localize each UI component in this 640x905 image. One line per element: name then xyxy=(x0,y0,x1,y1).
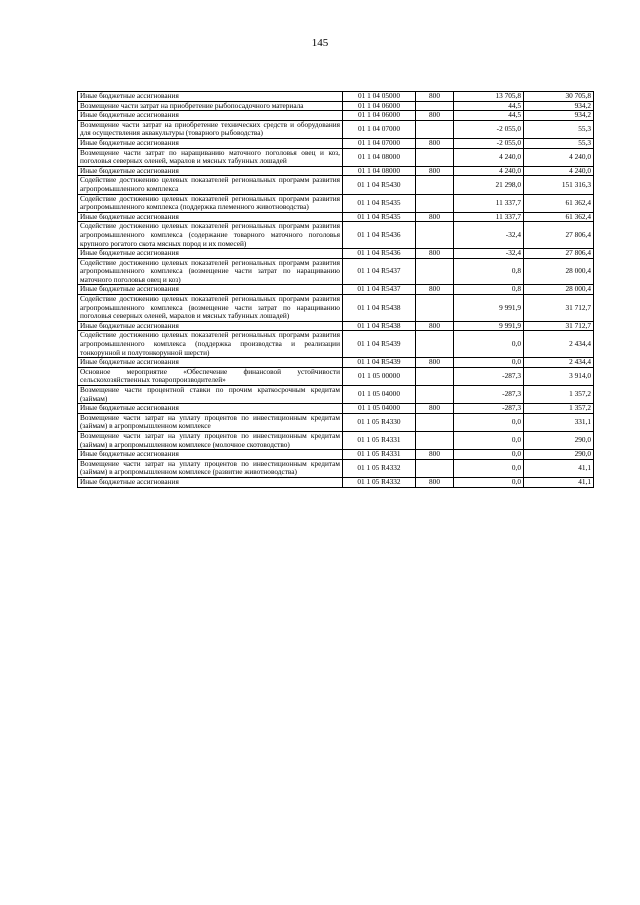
row-change-amount-cell: 11 337,7 xyxy=(454,194,524,212)
table-row xyxy=(78,176,594,194)
row-expense-kind-cell: 800 xyxy=(416,212,454,222)
row-code-cell: 01 1 05 R4330 xyxy=(343,413,416,431)
row-change-amount-cell: 11 337,7 xyxy=(454,212,524,222)
row-code-cell: 01 1 04 06000 xyxy=(343,101,416,111)
row-total-amount-cell: 934,2 xyxy=(524,101,594,111)
table-row xyxy=(78,331,594,358)
row-expense-kind-cell: 800 xyxy=(416,249,454,259)
row-code-cell: 01 1 05 R4332 xyxy=(343,477,416,487)
row-change-amount-cell: 44,5 xyxy=(454,111,524,121)
row-name-cell: Возмещение части затрат на уплату процентов по инвестиционным кредитам (займам) в агропромышленном комплексе (развитие животноводства) xyxy=(78,459,343,477)
row-change-amount-cell: -32,4 xyxy=(454,222,524,249)
row-change-amount-cell: 0,0 xyxy=(454,331,524,358)
row-name-cell: Содействие достижению целевых показателей региональных программ развития агропромышленного комплекса (возмещение части затрат по наращиванию поголовья северных оленей, маралов и мясных табунных лошадей) xyxy=(78,295,343,322)
table-row xyxy=(78,477,594,487)
row-code-cell: 01 1 04 R5439 xyxy=(343,358,416,368)
row-expense-kind-cell xyxy=(416,120,454,138)
row-expense-kind-cell xyxy=(416,331,454,358)
row-expense-kind-cell: 800 xyxy=(416,477,454,487)
table-row xyxy=(78,249,594,259)
table-row xyxy=(78,138,594,148)
row-change-amount-cell: 0,0 xyxy=(454,431,524,449)
row-expense-kind-cell xyxy=(416,222,454,249)
row-total-amount-cell: 61 362,4 xyxy=(524,194,594,212)
row-change-amount-cell: 0,8 xyxy=(454,258,524,285)
row-expense-kind-cell: 800 xyxy=(416,404,454,414)
table-row xyxy=(78,386,594,404)
table-row xyxy=(78,166,594,176)
row-code-cell: 01 1 05 04000 xyxy=(343,386,416,404)
table-row xyxy=(78,212,594,222)
table-row xyxy=(78,92,594,102)
row-change-amount-cell: 9 991,9 xyxy=(454,321,524,331)
row-expense-kind-cell xyxy=(416,367,454,385)
row-code-cell: 01 1 05 R4331 xyxy=(343,450,416,460)
row-total-amount-cell: 41,1 xyxy=(524,477,594,487)
row-code-cell: 01 1 04 06000 xyxy=(343,111,416,121)
table-row xyxy=(78,285,594,295)
row-code-cell: 01 1 04 08000 xyxy=(343,148,416,166)
row-total-amount-cell: 934,2 xyxy=(524,111,594,121)
row-total-amount-cell: 28 000,4 xyxy=(524,258,594,285)
table-row xyxy=(78,222,594,249)
row-total-amount-cell: 290,0 xyxy=(524,431,594,449)
row-expense-kind-cell xyxy=(416,295,454,322)
table-row xyxy=(78,194,594,212)
row-code-cell: 01 1 04 R5439 xyxy=(343,331,416,358)
row-code-cell: 01 1 04 R5437 xyxy=(343,258,416,285)
table-row xyxy=(78,413,594,431)
row-change-amount-cell: -2 055,0 xyxy=(454,138,524,148)
row-name-cell: Иные бюджетные ассигнования xyxy=(78,138,343,148)
row-name-cell: Возмещение части затрат на уплату процентов по инвестиционным кредитам (займам) в агропромышленном комплексе xyxy=(78,413,343,431)
row-code-cell: 01 1 04 05000 xyxy=(343,92,416,102)
row-total-amount-cell: 3 914,0 xyxy=(524,367,594,385)
budget-table xyxy=(77,91,594,488)
row-change-amount-cell: -287,3 xyxy=(454,367,524,385)
row-total-amount-cell: 27 806,4 xyxy=(524,222,594,249)
row-expense-kind-cell: 800 xyxy=(416,358,454,368)
row-name-cell: Возмещение части затрат по наращиванию маточного поголовья овец и коз, поголовья северных оленей, маралов и мясных табунных лошадей xyxy=(78,148,343,166)
row-code-cell: 01 1 04 R5436 xyxy=(343,249,416,259)
row-total-amount-cell: 1 357,2 xyxy=(524,404,594,414)
row-total-amount-cell: 331,1 xyxy=(524,413,594,431)
row-total-amount-cell: 30 705,8 xyxy=(524,92,594,102)
row-expense-kind-cell: 800 xyxy=(416,166,454,176)
row-total-amount-cell: 2 434,4 xyxy=(524,331,594,358)
row-change-amount-cell: 0,0 xyxy=(454,450,524,460)
row-change-amount-cell: 9 991,9 xyxy=(454,295,524,322)
table-row xyxy=(78,450,594,460)
row-change-amount-cell: 0,0 xyxy=(454,358,524,368)
row-name-cell: Содействие достижению целевых показателей региональных программ развития агропромышленного комплекса (содержание товарного маточного поголовья крупного рогатого скота мясных пород и их помесей) xyxy=(78,222,343,249)
row-code-cell: 01 1 05 R4331 xyxy=(343,431,416,449)
row-name-cell: Основное мероприятие «Обеспечение финансовой устойчивости сельскохозяйственных товаропроизводителей» xyxy=(78,367,343,385)
row-code-cell: 01 1 04 R5435 xyxy=(343,194,416,212)
row-change-amount-cell: -287,3 xyxy=(454,386,524,404)
row-expense-kind-cell: 800 xyxy=(416,111,454,121)
row-expense-kind-cell xyxy=(416,459,454,477)
table-row xyxy=(78,148,594,166)
row-expense-kind-cell: 800 xyxy=(416,450,454,460)
row-change-amount-cell: -32,4 xyxy=(454,249,524,259)
row-total-amount-cell: 27 806,4 xyxy=(524,249,594,259)
row-expense-kind-cell: 800 xyxy=(416,138,454,148)
row-total-amount-cell: 1 357,2 xyxy=(524,386,594,404)
table-row xyxy=(78,404,594,414)
table-row xyxy=(78,101,594,111)
row-name-cell: Иные бюджетные ассигнования xyxy=(78,111,343,121)
row-name-cell: Иные бюджетные ассигнования xyxy=(78,358,343,368)
row-total-amount-cell: 55,3 xyxy=(524,120,594,138)
row-total-amount-cell: 151 316,3 xyxy=(524,176,594,194)
table-row xyxy=(78,120,594,138)
row-total-amount-cell: 4 240,0 xyxy=(524,148,594,166)
row-name-cell: Иные бюджетные ассигнования xyxy=(78,166,343,176)
row-code-cell: 01 1 04 R5430 xyxy=(343,176,416,194)
table-row xyxy=(78,295,594,322)
row-total-amount-cell: 2 434,4 xyxy=(524,358,594,368)
row-name-cell: Иные бюджетные ассигнования xyxy=(78,477,343,487)
row-change-amount-cell: -2 055,0 xyxy=(454,120,524,138)
row-expense-kind-cell xyxy=(416,101,454,111)
row-total-amount-cell: 41,1 xyxy=(524,459,594,477)
row-name-cell: Возмещение части процентной ставки по прочим краткосрочным кредитам (займам) xyxy=(78,386,343,404)
row-code-cell: 01 1 04 R5435 xyxy=(343,212,416,222)
row-total-amount-cell: 290,0 xyxy=(524,450,594,460)
row-change-amount-cell: 0,0 xyxy=(454,413,524,431)
row-code-cell: 01 1 04 R5438 xyxy=(343,321,416,331)
row-expense-kind-cell xyxy=(416,176,454,194)
row-expense-kind-cell: 800 xyxy=(416,321,454,331)
row-total-amount-cell: 61 362,4 xyxy=(524,212,594,222)
row-expense-kind-cell xyxy=(416,148,454,166)
row-name-cell: Содействие достижению целевых показателей региональных программ развития агропромышленного комплекса (поддержка производства и реализации тонкорунной и полутонкорунной шерсти) xyxy=(78,331,343,358)
budget-table-body xyxy=(78,92,594,488)
row-name-cell: Иные бюджетные ассигнования xyxy=(78,450,343,460)
row-change-amount-cell: 0,0 xyxy=(454,459,524,477)
row-name-cell: Иные бюджетные ассигнования xyxy=(78,212,343,222)
row-expense-kind-cell xyxy=(416,431,454,449)
row-name-cell: Содействие достижению целевых показателей региональных программ развития агропромышленного комплекса (возмещение части затрат по наращиванию маточного поголовья овец и коз) xyxy=(78,258,343,285)
table-row xyxy=(78,431,594,449)
row-code-cell: 01 1 04 R5436 xyxy=(343,222,416,249)
row-expense-kind-cell: 800 xyxy=(416,285,454,295)
row-code-cell: 01 1 04 R5437 xyxy=(343,285,416,295)
row-code-cell: 01 1 05 R4332 xyxy=(343,459,416,477)
row-name-cell: Иные бюджетные ассигнования xyxy=(78,285,343,295)
table-row xyxy=(78,358,594,368)
row-expense-kind-cell xyxy=(416,194,454,212)
table-row xyxy=(78,111,594,121)
row-code-cell: 01 1 04 07000 xyxy=(343,138,416,148)
row-change-amount-cell: 13 705,8 xyxy=(454,92,524,102)
row-name-cell: Иные бюджетные ассигнования xyxy=(78,321,343,331)
page-number: 145 xyxy=(311,37,329,49)
table-row xyxy=(78,367,594,385)
row-name-cell: Иные бюджетные ассигнования xyxy=(78,249,343,259)
table-row xyxy=(78,258,594,285)
row-total-amount-cell: 28 000,4 xyxy=(524,285,594,295)
row-code-cell: 01 1 05 04000 xyxy=(343,404,416,414)
row-name-cell: Иные бюджетные ассигнования xyxy=(78,404,343,414)
row-change-amount-cell: 0,8 xyxy=(454,285,524,295)
row-name-cell: Возмещение части затрат на уплату процентов по инвестиционным кредитам (займам) в агропромышленном комплексе (молочное скотоводство) xyxy=(78,431,343,449)
row-code-cell: 01 1 04 08000 xyxy=(343,166,416,176)
row-expense-kind-cell: 800 xyxy=(416,92,454,102)
row-code-cell: 01 1 05 00000 xyxy=(343,367,416,385)
row-change-amount-cell: -287,3 xyxy=(454,404,524,414)
row-change-amount-cell: 0,0 xyxy=(454,477,524,487)
table-row xyxy=(78,459,594,477)
row-change-amount-cell: 4 240,0 xyxy=(454,148,524,166)
row-total-amount-cell: 55,3 xyxy=(524,138,594,148)
row-expense-kind-cell xyxy=(416,258,454,285)
row-change-amount-cell: 4 240,0 xyxy=(454,166,524,176)
row-total-amount-cell: 31 712,7 xyxy=(524,321,594,331)
row-total-amount-cell: 31 712,7 xyxy=(524,295,594,322)
row-name-cell: Возмещение части затрат на приобретение технических средств и оборудования для осуществления аквакультуры (товарного рыбоводства) xyxy=(78,120,343,138)
row-name-cell: Возмещение части затрат на приобретение рыбопосадочного материала xyxy=(78,101,343,111)
row-change-amount-cell: 21 298,0 xyxy=(454,176,524,194)
row-expense-kind-cell xyxy=(416,413,454,431)
row-total-amount-cell: 4 240,0 xyxy=(524,166,594,176)
row-code-cell: 01 1 04 07000 xyxy=(343,120,416,138)
row-name-cell: Иные бюджетные ассигнования xyxy=(78,92,343,102)
row-change-amount-cell: 44,5 xyxy=(454,101,524,111)
row-name-cell: Содействие достижению целевых показателей региональных программ развития агропромышленного комплекса xyxy=(78,176,343,194)
row-expense-kind-cell xyxy=(416,386,454,404)
row-name-cell: Содействие достижению целевых показателей региональных программ развития агропромышленного комплекса (поддержка племенного животноводства) xyxy=(78,194,343,212)
row-code-cell: 01 1 04 R5438 xyxy=(343,295,416,322)
table-row xyxy=(78,321,594,331)
